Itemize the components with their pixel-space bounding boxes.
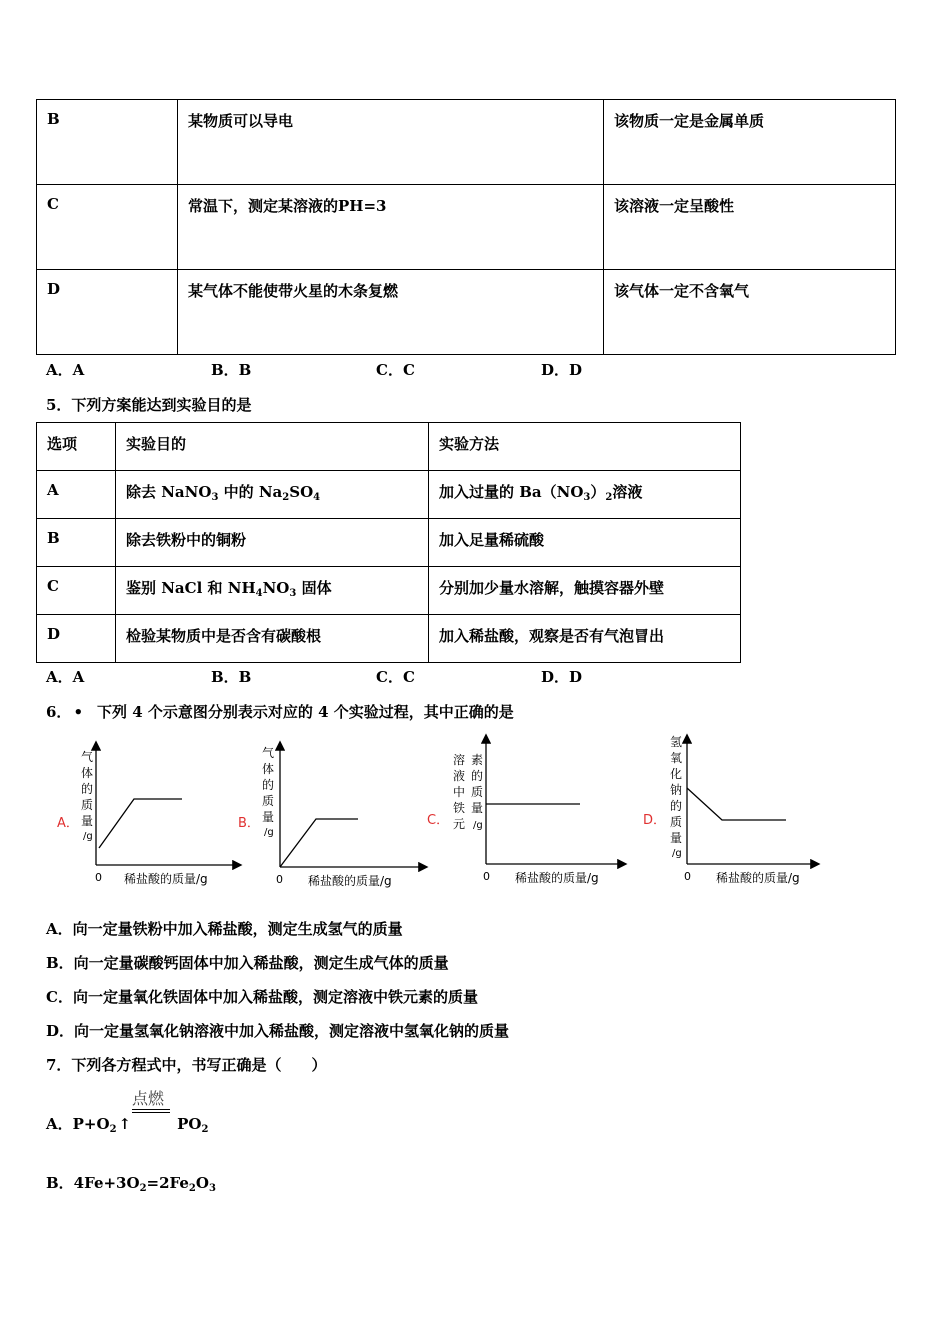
y-label-col1 bbox=[453, 752, 465, 831]
series-line bbox=[280, 819, 358, 867]
content-cell: 某气体不能使带火星的木条复燃 bbox=[178, 270, 604, 355]
conclusion-cell: 该气体一定不含氧气 bbox=[604, 270, 896, 355]
question-text: 下列 4 个示意图分别表示对应的 4 个实验过程，其中正确的是 bbox=[97, 703, 514, 721]
svg-text:的: 的 bbox=[81, 782, 94, 796]
origin: 0 bbox=[276, 873, 283, 886]
option-b[interactable]: B．B bbox=[211, 361, 252, 379]
options-table bbox=[36, 99, 896, 355]
svg-text:量: 量 bbox=[670, 831, 683, 845]
svg-text:质: 质 bbox=[81, 798, 94, 812]
svg-text:氧: 氧 bbox=[670, 751, 683, 765]
option-cell: C bbox=[37, 567, 116, 615]
content-cell: 某物质可以导电 bbox=[178, 100, 604, 185]
y-label bbox=[81, 749, 93, 842]
svg-text:/g: /g bbox=[264, 827, 274, 838]
option-b[interactable]: B．B bbox=[211, 668, 252, 686]
svg-text:质: 质 bbox=[471, 785, 484, 799]
table-row bbox=[37, 615, 741, 663]
method-cell: 加入过量的 $Ba(NO_3)_2$溶液 bbox=[429, 471, 741, 519]
x-label: 稀盐酸的质量/g bbox=[515, 871, 599, 885]
svg-text:质: 质 bbox=[670, 815, 683, 829]
option-a[interactable]: A．A bbox=[46, 361, 85, 379]
option-cell: B bbox=[37, 519, 116, 567]
chart-label: C． bbox=[427, 813, 450, 828]
origin: 0 bbox=[684, 870, 691, 883]
reaction-condition: 点燃 bbox=[132, 1089, 165, 1108]
svg-text:液: 液 bbox=[453, 769, 466, 783]
svg-text:/g: /g bbox=[473, 820, 483, 831]
q6-title bbox=[46, 701, 514, 722]
q5-table bbox=[36, 422, 741, 663]
option-d[interactable]: D．D bbox=[541, 668, 583, 686]
svg-text:量: 量 bbox=[262, 810, 275, 824]
svg-text:体: 体 bbox=[262, 762, 275, 776]
q6-option-c[interactable]: C．向一定量氧化铁固体中加入稀盐酸，测定溶液中铁元素的质量 bbox=[46, 988, 478, 1006]
option-c[interactable]: C．C bbox=[376, 668, 415, 686]
method-cell: 分别加少量水溶解，触摸容器外壁 bbox=[429, 567, 741, 615]
origin: 0 bbox=[483, 870, 490, 883]
svg-text:/g: /g bbox=[672, 848, 682, 859]
header-method: 实验方法 bbox=[429, 423, 741, 471]
q7-option-a[interactable]: A．$P+O_2$ ↑ $PO_2$ bbox=[46, 1115, 209, 1135]
option-cell: A bbox=[37, 471, 116, 519]
goal-cell: 除去铁粉中的铜粉 bbox=[116, 519, 429, 567]
table-row bbox=[37, 567, 741, 615]
series-line bbox=[687, 788, 786, 820]
chart-c bbox=[425, 728, 630, 888]
y-label bbox=[670, 735, 682, 859]
chart-b bbox=[236, 735, 431, 890]
table-row bbox=[37, 100, 896, 185]
chart-label: B． bbox=[238, 816, 260, 831]
table-row bbox=[37, 471, 741, 519]
x-label: 稀盐酸的质量/g bbox=[124, 872, 208, 886]
option-cell: B bbox=[37, 100, 178, 185]
series-line bbox=[99, 799, 182, 848]
goal-cell: 除去 NaNO$_3$ 中的 $Na_2SO_4$ bbox=[116, 471, 429, 519]
svg-text:钠: 钠 bbox=[670, 783, 683, 797]
table-row bbox=[37, 185, 896, 270]
header-option: 选项 bbox=[37, 423, 116, 471]
svg-text:的: 的 bbox=[670, 799, 683, 813]
q6-option-d[interactable]: D．向一定量氢氧化钠溶液中加入稀盐酸，测定溶液中氢氧化钠的质量 bbox=[46, 1022, 510, 1040]
svg-text:氢: 氢 bbox=[670, 735, 683, 749]
q6-option-b[interactable]: B．向一定量碳酸钙固体中加入稀盐酸，测定生成气体的质量 bbox=[46, 954, 449, 972]
header-goal: 实验目的 bbox=[116, 423, 429, 471]
goal-cell: 检验某物质中是否含有碳酸根 bbox=[116, 615, 429, 663]
goal-cell: 鉴别 NaCl 和 $NH_4NO_3$ 固体 bbox=[116, 567, 429, 615]
table-row bbox=[37, 270, 896, 355]
up-arrow-icon: ↑ bbox=[118, 1115, 132, 1133]
svg-text:溶: 溶 bbox=[453, 753, 466, 767]
q5-title: 5．下列方案能达到实验目的是 bbox=[46, 396, 252, 414]
option-c[interactable]: C．C bbox=[376, 361, 415, 379]
y-label bbox=[262, 745, 274, 838]
content-cell: 常温下，测定某溶液的PH=3 bbox=[178, 185, 604, 270]
option-a[interactable]: A．A bbox=[46, 668, 85, 686]
svg-text:气: 气 bbox=[81, 750, 94, 764]
svg-text:质: 质 bbox=[262, 794, 275, 808]
svg-text:/g: /g bbox=[83, 831, 93, 842]
svg-text:的: 的 bbox=[471, 769, 484, 783]
method-cell: 加入稀盐酸，观察是否有气泡冒出 bbox=[429, 615, 741, 663]
table-header-row bbox=[37, 423, 741, 471]
conclusion-cell: 该物质一定是金属单质 bbox=[604, 100, 896, 185]
chart-d bbox=[640, 730, 840, 888]
bullet-icon: • bbox=[73, 703, 84, 721]
x-label: 稀盐酸的质量/g bbox=[716, 871, 800, 885]
svg-text:元: 元 bbox=[453, 817, 466, 831]
y-label-col2 bbox=[471, 752, 483, 831]
q6-option-a[interactable]: A．向一定量铁粉中加入稀盐酸，测定生成氢气的质量 bbox=[46, 920, 403, 938]
option-cell: D bbox=[37, 615, 116, 663]
svg-text:化: 化 bbox=[670, 767, 683, 781]
svg-text:量: 量 bbox=[471, 801, 484, 815]
svg-text:的: 的 bbox=[262, 778, 275, 792]
conclusion-cell: 该溶液一定呈酸性 bbox=[604, 185, 896, 270]
origin: 0 bbox=[95, 871, 102, 884]
question-number: 6． bbox=[46, 703, 72, 721]
table-row bbox=[37, 519, 741, 567]
svg-text:铁: 铁 bbox=[453, 801, 466, 815]
svg-text:量: 量 bbox=[81, 814, 94, 828]
svg-text:中: 中 bbox=[453, 785, 466, 799]
method-cell: 加入足量稀硫酸 bbox=[429, 519, 741, 567]
q7-title: 7．下列各方程式中，书写正确是（ ） bbox=[46, 1056, 327, 1074]
chart-label: A． bbox=[57, 816, 79, 831]
x-label: 稀盐酸的质量/g bbox=[308, 874, 392, 888]
option-d[interactable]: D．D bbox=[541, 361, 583, 379]
chart-a bbox=[52, 735, 247, 890]
svg-text:素: 素 bbox=[471, 753, 484, 767]
option-cell: C bbox=[37, 185, 178, 270]
q7-option-b[interactable]: B．$4Fe+3O_2=2Fe_2O_3$ bbox=[46, 1174, 216, 1194]
option-cell: D bbox=[37, 270, 178, 355]
svg-text:体: 体 bbox=[81, 766, 94, 780]
chart-label: D． bbox=[643, 813, 667, 828]
svg-text:气: 气 bbox=[262, 746, 275, 760]
